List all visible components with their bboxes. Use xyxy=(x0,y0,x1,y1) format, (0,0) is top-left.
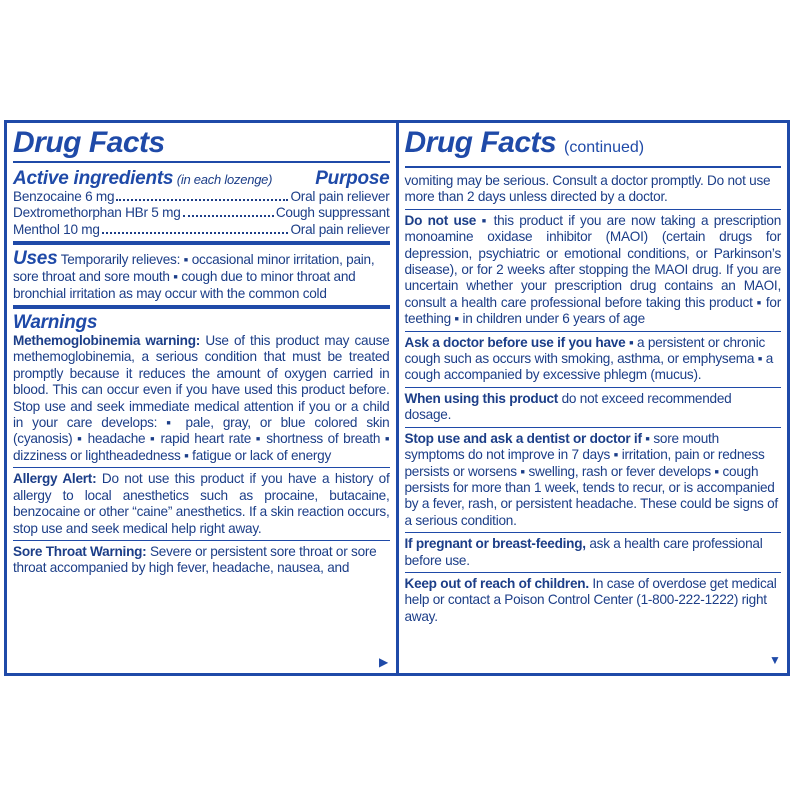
allergy-alert-label: Allergy Alert: xyxy=(13,471,97,487)
sore-throat-label: Sore Throat Warning: xyxy=(13,543,147,559)
pregnant-label: If pregnant or breast-feeding, xyxy=(404,536,586,552)
keep-out-text: In case of overdose get medical help or contact a Poison Control Center (1-800-222-1222) right away. xyxy=(404,575,777,624)
keep-out-label: Keep out of reach of children. xyxy=(404,575,589,591)
uses-section xyxy=(13,245,390,309)
do-not-use-section xyxy=(405,210,782,332)
ask-doctor-text: ▪ a persistent or chronic cough such as occurs with smoking, asthma, or emphysema ▪ a cough accompanied by excessive phlegm (mucus). xyxy=(404,334,774,383)
do-not-use-text: ▪ this product if you are now taking a prescription monoamine oxidase inhibitor (MAOI) (certain drugs for depression, psychiatric or emotional conditions, or Parkinson’s disease), or for 2 weeks after stopping the MAOI drug. If you are uncertain whether your prescription drug contains an MAOI, consult a health care professional before taking this product ▪ for teething ▪ in children under 6 years of age xyxy=(404,212,781,327)
continued-label: (continued) xyxy=(564,139,645,156)
continue-right-arrow-icon: ▶ xyxy=(379,655,389,669)
ingredient-name: Menthol 10 mg xyxy=(13,221,100,237)
allergy-alert-text: Do not use this product if you have a history of allergy to local anesthetics such as procaine, butacaine, benzocaine or other “caine” anesthetics. If a skin reaction occurs, stop use and seek medical help right away. xyxy=(13,471,390,536)
drug-facts-right-column xyxy=(399,123,788,673)
stop-use-section xyxy=(405,428,782,533)
when-using-section xyxy=(405,388,782,428)
active-ingredients-heading: Active ingredients xyxy=(13,168,174,189)
stop-use-text: ▪ sore mouth symptoms do not improve in 7 days ▪ irritation, pain or redness persists or worsens ▪ swelling, rash or fever develops ▪ cough persists for more than 1 week, tends to recur, or is accompanied by a fever, rash, or persistent headache. These could be signs of a serious condition. xyxy=(404,430,778,528)
do-not-use-label: Do not use xyxy=(404,212,477,228)
drug-facts-continued-title: Drug Facts xyxy=(404,126,557,159)
ingredient-row xyxy=(13,189,390,205)
active-ingredients-section xyxy=(13,165,390,245)
sore-throat-warning-section xyxy=(13,541,390,580)
pregnant-section xyxy=(405,533,782,573)
purpose-heading: Purpose xyxy=(315,168,390,189)
continued-text: vomiting may be serious. Consult a doctor promptly. Do not use more than 2 days unless directed by a doctor. xyxy=(404,173,771,205)
keep-out-of-reach-section xyxy=(405,573,782,628)
pregnant-text: ask a health care professional before use. xyxy=(404,536,763,568)
ask-doctor-section xyxy=(405,332,782,388)
sore-throat-text: Severe or persistent sore throat or sore throat accompanied by high fever, headache, nausea, and xyxy=(13,543,377,576)
drug-facts-title: Drug Facts xyxy=(13,127,390,163)
stop-use-label: Stop use and ask a dentist or doctor if xyxy=(404,430,642,446)
warnings-methemoglobinemia-section xyxy=(13,309,390,468)
uses-heading: Uses xyxy=(13,248,58,270)
active-ingredients-note: (in each lozenge) xyxy=(176,172,273,187)
ingredient-name: Benzocaine 6 mg xyxy=(13,189,115,204)
methemoglobinemia-label: Methemoglobinemia warning: xyxy=(13,333,201,349)
continue-down-arrow-icon: ▼ xyxy=(769,653,781,667)
ingredient-row xyxy=(13,205,390,221)
ask-doctor-label: Ask a doctor before use if you have xyxy=(404,334,626,350)
ingredient-purpose: Oral pain reliever xyxy=(290,221,390,237)
ingredient-row xyxy=(13,222,390,238)
ingredient-name: Dextromethorphan HBr 5 mg xyxy=(13,205,181,221)
continued-text-section xyxy=(405,170,782,210)
drug-facts-panel xyxy=(4,120,790,676)
drug-facts-left-column xyxy=(7,123,399,673)
uses-text: Temporarily relieves: ▪ occasional minor irritation, pain, sore throat and sore mouth ▪ cough due to minor throat and bronchial irritation as may occur with the common cold xyxy=(13,252,375,301)
when-using-text: do not exceed recommended dosage. xyxy=(404,390,732,423)
allergy-alert-section xyxy=(13,468,390,541)
ingredient-purpose: Oral pain reliever xyxy=(290,189,390,204)
when-using-label: When using this product xyxy=(404,390,559,406)
methemoglobinemia-text: Use of this product may cause methemoglobinemia, a serious condition that must be treated promptly because it reduces the amount of oxygen carried in blood. This can occur even if you have used this product before. Stop use and seek immediate medical attention if you or a child in your care develops: ▪ pale, gray, or blue colored skin (cyanosis) ▪ headache ▪ rapid heart rate ▪ shortness of breath ▪ dizziness or lightheadedness ▪ fatigue or lack of energy xyxy=(13,333,390,463)
warnings-heading: Warnings xyxy=(13,312,98,334)
ingredient-purpose: Cough suppressant xyxy=(275,205,390,221)
